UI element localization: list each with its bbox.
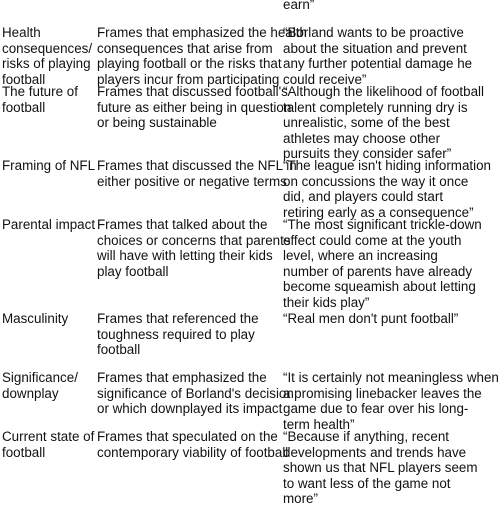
text-line: consequences/: [2, 40, 93, 56]
text-line: or which downplayed its impact: [97, 401, 283, 417]
example-quote: [283, 158, 491, 220]
frame-definition: [97, 25, 307, 87]
text-line: pursuits they consider safer”: [283, 146, 452, 162]
text-line: Frames that discussed the NFL in: [97, 158, 297, 173]
text-line: The future of: [2, 84, 78, 99]
text-line: could receive”: [283, 71, 367, 87]
text-line: talent completely running dry is: [283, 99, 468, 115]
text-line: choices or concerns that parents: [97, 232, 291, 248]
text-line: football: [97, 342, 141, 358]
text-line: Current state of: [2, 429, 95, 444]
text-line: term health”: [283, 416, 355, 432]
text-line: risks of playing: [2, 56, 91, 72]
text-line: Frames that emphasized the health: [97, 25, 307, 40]
frame-name: [2, 429, 94, 460]
example-quote: [283, 217, 482, 311]
text-line: unrealistic, some of the best: [283, 115, 450, 131]
text-line: Frames that talked about the: [97, 217, 268, 232]
text-line: Framing of NFL: [2, 158, 96, 173]
text-line: “It is certainly not meaningless when: [283, 370, 499, 385]
text-line: football: [2, 99, 46, 115]
text-line: contemporary viability of football: [97, 444, 289, 460]
text-line: consequences that arise from: [97, 40, 273, 56]
frame-definition: [97, 158, 297, 189]
text-line: on concussions the way it once: [283, 173, 469, 189]
text-line: “Borland wants to be proactive: [283, 25, 464, 40]
frame-definition: [97, 429, 288, 460]
text-line: shown us that NFL players seem: [283, 460, 478, 476]
text-line: more”: [283, 491, 318, 507]
text-line: either positive or negative terms: [97, 173, 287, 189]
example-quote: [283, 25, 472, 87]
text-line: Frames that referenced the: [97, 311, 259, 326]
text-line: toughness required to play: [97, 326, 255, 342]
example-quote: [283, 84, 484, 162]
frame-name: [2, 84, 78, 115]
frame-name: [2, 370, 78, 401]
text-line: “The most significant trickle-down: [283, 217, 482, 232]
frame-name: [2, 311, 68, 327]
text-line: game due to fear over his long-: [283, 401, 469, 417]
text-line: “Although the likelihood of football: [283, 84, 484, 99]
text-line: any further potential damage he: [283, 56, 473, 72]
text-line: Health: [2, 25, 41, 40]
text-line: “Because if anything, recent: [283, 429, 449, 444]
frame-definition: [97, 217, 291, 279]
frame-name: [2, 217, 95, 233]
example-quote: [283, 0, 421, 12]
text-line: downplay: [2, 385, 59, 401]
text-line: Frames that emphasized the: [97, 370, 267, 385]
text-line: level, where an increasing: [283, 248, 438, 264]
text-line: Parental impact: [2, 217, 96, 232]
text-line: earn”: [283, 0, 315, 12]
text-line: effect could come at the youth: [283, 232, 462, 248]
example-quote: [283, 429, 478, 507]
frame-definition: [97, 84, 291, 131]
text-line: “The league isn't hiding information: [283, 158, 491, 173]
text-line: did, and players could start: [283, 189, 444, 205]
text-line: playing football or the risks that: [97, 56, 282, 72]
text-line: will have with letting their kids: [97, 248, 273, 264]
text-line: play football: [97, 263, 169, 279]
text-line: retiring early as a consequence”: [283, 204, 474, 220]
text-line: football: [2, 444, 46, 460]
text-line: athletes may choose other: [283, 130, 441, 146]
text-line: or being sustainable: [97, 115, 217, 131]
text-line: number of parents have already: [283, 263, 473, 279]
text-line: Frames that discussed football's: [97, 84, 288, 99]
text-line: developments and trends have: [283, 444, 467, 460]
frame-definition: [97, 311, 259, 358]
text-line: their kids play”: [283, 294, 370, 310]
text-line: to want less of the game not: [283, 475, 451, 491]
text-line: Masculinity: [2, 311, 69, 326]
frame-name: [2, 158, 95, 174]
frame-definition: [97, 370, 294, 417]
text-line: significance of Borland's decision: [97, 385, 294, 401]
text-line: football: [2, 71, 46, 87]
text-line: “Real men don't punt football”: [283, 311, 459, 326]
frame-name: [2, 25, 92, 87]
text-line: a promising linebacker leaves the: [283, 385, 482, 401]
text-line: become squeamish about letting: [283, 279, 476, 295]
example-quote: [283, 311, 458, 327]
text-line: Significance/: [2, 370, 78, 385]
text-line: Frames that speculated on the: [97, 429, 278, 444]
text-line: about the situation and prevent: [283, 40, 467, 56]
text-line: future as either being in question: [97, 99, 292, 115]
text-line: players incur from participating: [97, 71, 280, 87]
example-quote: [283, 370, 499, 432]
